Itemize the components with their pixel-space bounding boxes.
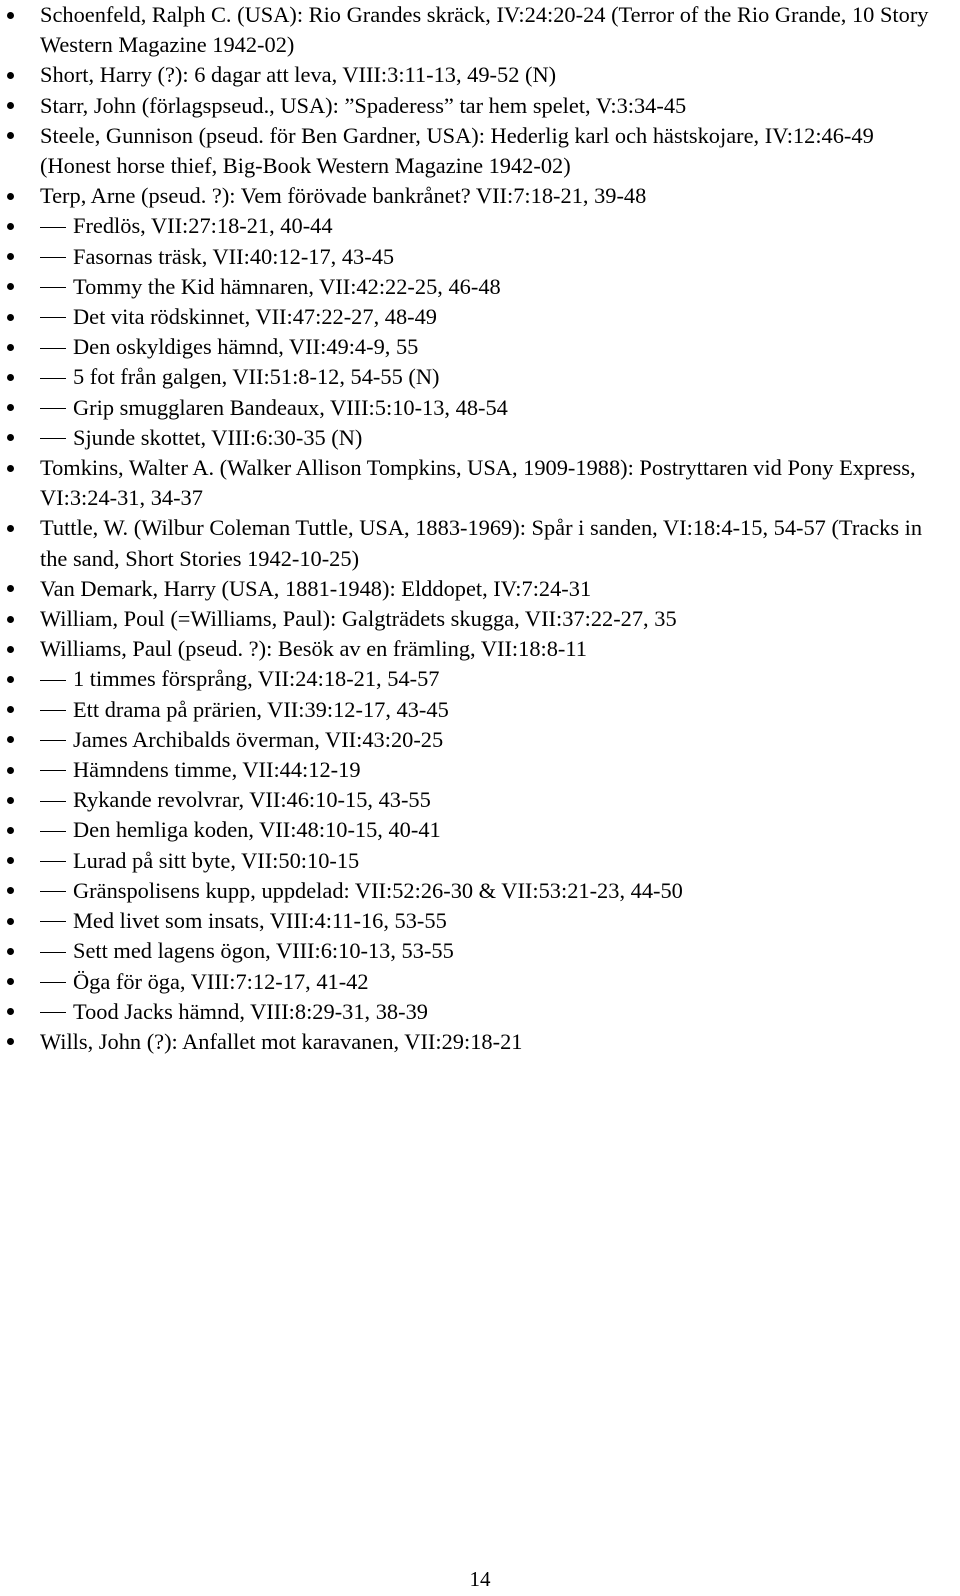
list-item	[40, 574, 945, 604]
bibliography-list	[40, 0, 945, 1057]
bullet-icon	[7, 676, 14, 683]
bullet-icon	[7, 193, 14, 200]
ditto-dash-icon	[40, 287, 66, 288]
ditto-dash-icon	[40, 680, 66, 681]
ditto-dash-icon	[40, 378, 66, 379]
list-item-continuation	[40, 815, 945, 845]
entry-text: Med livet som insats, VIII:4:11-16, 53-55	[73, 908, 447, 934]
page-number: 14	[469, 1567, 491, 1591]
list-item	[40, 91, 945, 121]
ditto-dash-icon	[40, 1012, 66, 1013]
ditto-dash-icon	[40, 348, 66, 349]
list-item-continuation	[40, 695, 945, 725]
entry-text: Grip smugglaren Bandeaux, VIII:5:10-13, 48-54	[73, 394, 508, 420]
entry-text: Sjunde skottet, VIII:6:30-35 (N)	[73, 424, 363, 450]
ditto-dash-icon	[40, 982, 66, 983]
list-item-continuation	[40, 846, 945, 876]
bullet-icon	[7, 253, 14, 260]
list-item	[40, 453, 945, 513]
bullet-icon	[7, 525, 14, 532]
bullet-icon	[7, 404, 14, 411]
list-item-continuation	[40, 997, 945, 1027]
list-item-continuation	[40, 332, 945, 362]
bullet-icon	[7, 72, 14, 79]
bullet-icon	[7, 102, 14, 109]
bullet-icon	[7, 918, 14, 925]
entry-text: Tood Jacks hämnd, VIII:8:29-31, 38-39	[73, 998, 428, 1024]
bullet-icon	[7, 1038, 14, 1045]
bullet-icon	[7, 434, 14, 441]
bullet-icon	[7, 767, 14, 774]
bullet-icon	[7, 374, 14, 381]
entry-text: Öga för öga, VIII:7:12-17, 41-42	[73, 968, 369, 994]
list-item	[40, 181, 945, 211]
entry-text: Hämndens timme, VII:44:12-19	[73, 757, 361, 783]
ditto-dash-icon	[40, 952, 66, 953]
bullet-icon	[7, 797, 14, 804]
list-item-continuation	[40, 242, 945, 272]
list-item-continuation	[40, 664, 945, 694]
list-item	[40, 0, 945, 60]
entry-text: Sett med lagens ögon, VIII:6:10-13, 53-55	[73, 938, 454, 964]
bullet-icon	[7, 283, 14, 290]
list-item	[40, 60, 945, 90]
ditto-dash-icon	[40, 227, 66, 228]
entry-text: Steele, Gunnison (pseud. för Ben Gardner, USA): Hederlig karl och hästskojare, IV:12:46-49 (Honest horse thief, Big-Book Western Magazine 1942-02)	[40, 122, 874, 179]
ditto-dash-icon	[40, 921, 66, 922]
entry-text: Tommy the Kid hämnaren, VII:42:22-25, 46-48	[73, 273, 501, 299]
entry-text: Fasornas träsk, VII:40:12-17, 43-45	[73, 243, 395, 269]
entry-text: Rykande revolvrar, VII:46:10-15, 43-55	[73, 787, 431, 813]
list-item-continuation	[40, 755, 945, 785]
bullet-icon	[7, 646, 14, 653]
entry-text: Tuttle, W. (Wilbur Coleman Tuttle, USA, 1883-1969): Spår i sanden, VI:18:4-15, 54-57 (Tracks in the sand, Short Stories 1942-10-25)	[40, 515, 923, 571]
ditto-dash-icon	[40, 891, 66, 892]
entry-text: Tomkins, Walter A. (Walker Allison Tompkins, USA, 1909-1988): Postryttaren vid Pony Express, VI:3:24-31, 34-37	[40, 455, 916, 511]
ditto-dash-icon	[40, 257, 66, 258]
entry-text: James Archibalds överman, VII:43:20-25	[73, 726, 444, 752]
bullet-icon	[7, 1008, 14, 1015]
bullet-icon	[7, 948, 14, 955]
bullet-icon	[7, 314, 14, 321]
bullet-icon	[7, 736, 14, 743]
list-item	[40, 1027, 945, 1057]
list-item-continuation	[40, 362, 945, 392]
entry-text: William, Poul (=Williams, Paul): Galgträdets skugga, VII:37:22-27, 35	[40, 606, 677, 632]
ditto-dash-icon	[40, 801, 66, 802]
list-item-continuation	[40, 785, 945, 815]
bullet-icon	[7, 223, 14, 230]
bullet-icon	[7, 616, 14, 623]
list-item-continuation	[40, 393, 945, 423]
list-item-continuation	[40, 302, 945, 332]
ditto-dash-icon	[40, 740, 66, 741]
bullet-icon	[7, 465, 14, 472]
ditto-dash-icon	[40, 831, 66, 832]
list-item-continuation	[40, 906, 945, 936]
ditto-dash-icon	[40, 408, 66, 409]
list-item-continuation	[40, 876, 945, 906]
bullet-icon	[7, 12, 14, 19]
bullet-icon	[7, 857, 14, 864]
list-item	[40, 513, 945, 573]
list-item-continuation	[40, 725, 945, 755]
ditto-dash-icon	[40, 317, 66, 318]
entry-text: 5 fot från galgen, VII:51:8-12, 54-55 (N)	[73, 364, 440, 390]
entry-text: Williams, Paul (pseud. ?): Besök av en främling, VII:18:8-11	[40, 636, 587, 662]
bullet-icon	[7, 706, 14, 713]
bullet-icon	[7, 827, 14, 834]
list-item-continuation	[40, 272, 945, 302]
entry-text: Gränspolisens kupp, uppdelad: VII:52:26-30 & VII:53:21-23, 44-50	[73, 877, 683, 903]
ditto-dash-icon	[40, 438, 66, 439]
ditto-dash-icon	[40, 770, 66, 771]
entry-text: Den oskyldiges hämnd, VII:49:4-9, 55	[73, 334, 419, 360]
entry-text: Starr, John (förlagspseud., USA): ”Spaderess” tar hem spelet, V:3:34-45	[40, 92, 687, 118]
entry-text: Schoenfeld, Ralph C. (USA): Rio Grandes skräck, IV:24:20-24 (Terror of the Rio Grande, 10 Story Western Magazine 1942-02)	[40, 2, 929, 58]
ditto-dash-icon	[40, 710, 66, 711]
entry-text: Lurad på sitt byte, VII:50:10-15	[73, 847, 360, 873]
list-item	[40, 121, 945, 181]
entry-text: 1 timmes försprång, VII:24:18-21, 54-57	[73, 666, 440, 692]
entry-text: Den hemliga koden, VII:48:10-15, 40-41	[73, 817, 441, 843]
bullet-icon	[7, 887, 14, 894]
bullet-icon	[7, 585, 14, 592]
ditto-dash-icon	[40, 861, 66, 862]
list-item	[40, 604, 945, 634]
entry-text: Terp, Arne (pseud. ?): Vem förövade bankrånet? VII:7:18-21, 39-48	[40, 183, 647, 209]
list-item	[40, 634, 945, 664]
list-item-continuation	[40, 936, 945, 966]
entry-text: Det vita rödskinnet, VII:47:22-27, 48-49	[73, 304, 438, 330]
list-item-continuation	[40, 967, 945, 997]
entry-text: Van Demark, Harry (USA, 1881-1948): Elddopet, IV:7:24-31	[40, 575, 592, 601]
bullet-icon	[7, 132, 14, 139]
bullet-icon	[7, 978, 14, 985]
entry-text: Ett drama på prärien, VII:39:12-17, 43-45	[73, 696, 449, 722]
list-item-continuation	[40, 423, 945, 453]
entry-text: Short, Harry (?): 6 dagar att leva, VIII:3:11-13, 49-52 (N)	[40, 62, 557, 88]
entry-text: Fredlös, VII:27:18-21, 40-44	[73, 213, 333, 239]
entry-text: Wills, John (?): Anfallet mot karavanen, VII:29:18-21	[40, 1028, 523, 1054]
bullet-icon	[7, 344, 14, 351]
list-item-continuation	[40, 211, 945, 241]
